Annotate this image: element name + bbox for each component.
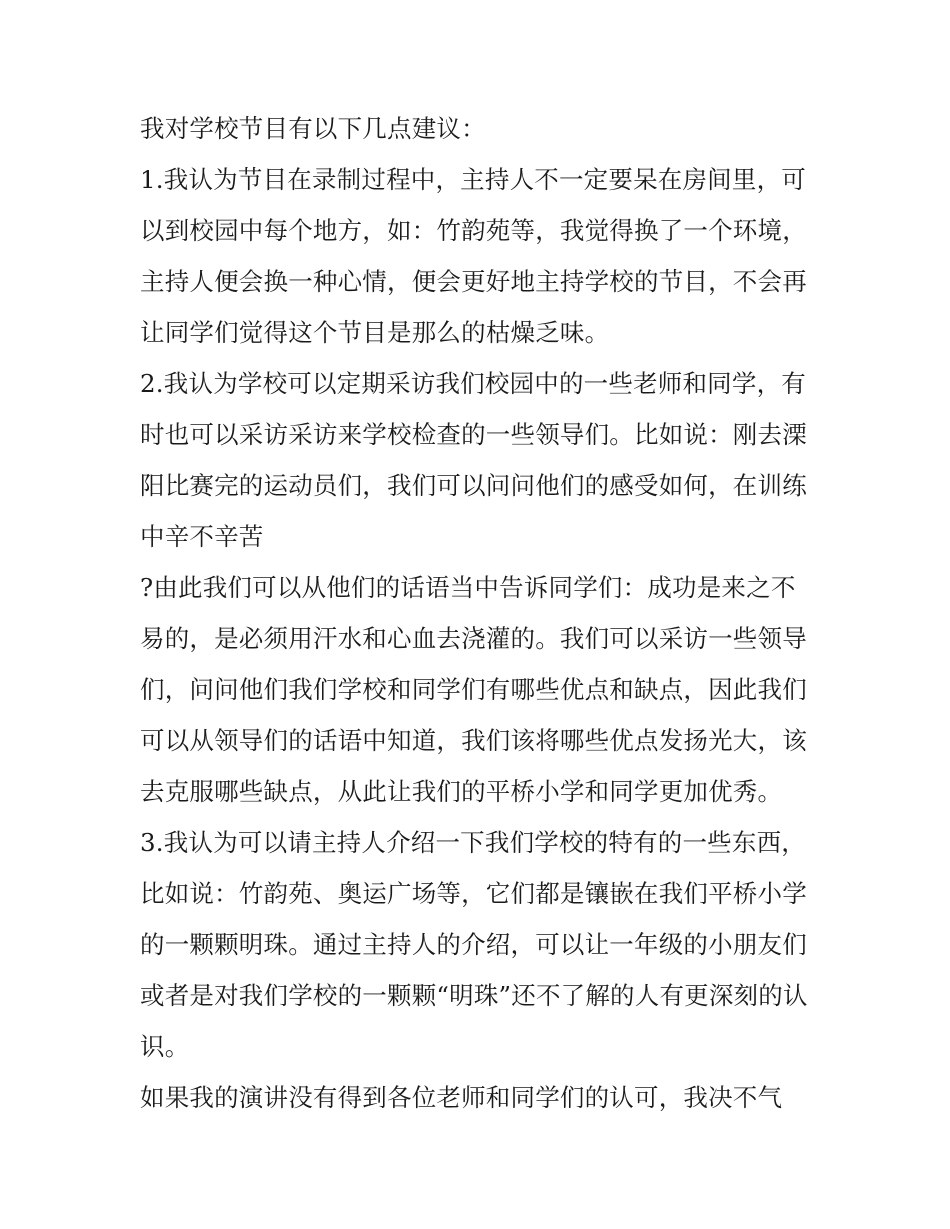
text-line: 的一颗颗明珠。通过主持人的介绍，可以让一年级的小朋友们 [140, 930, 807, 959]
closing-paragraph [140, 1072, 820, 1123]
text-line: 识。 [140, 1032, 190, 1061]
text-line: 去克服哪些缺点，从此让我们的平桥小学和同学更加优秀。 [140, 777, 783, 806]
text-line: 3.我认为可以请主持人介绍一下我们学校的特有的一些东西， [140, 828, 806, 857]
text-line: 让同学们觉得这个节目是那么的枯燥乏味。 [140, 318, 610, 347]
intro-paragraph [140, 103, 820, 154]
text-line: 中辛不辛苦 [140, 522, 264, 551]
text-line: 或者是对我们学校的一颗颗“明珠”还不了解的人有更深刻的认 [140, 981, 808, 1010]
text-line: 时也可以采访采访来学校检查的一些领导们。比如说：刚去溧 [140, 420, 807, 449]
suggestion-1-paragraph [140, 154, 820, 358]
text-line: 们，问问他们我们学校和同学们有哪些优点和缺点，因此我们 [140, 675, 807, 704]
suggestion-2-paragraph [140, 358, 820, 562]
suggestion-3-paragraph [140, 817, 820, 1072]
document-body [140, 103, 820, 1123]
text-line: ?由此我们可以从他们的话语当中告诉同学们：成功是来之不 [140, 573, 796, 602]
text-line: 阳比赛完的运动员们，我们可以问问他们的感受如何，在训练 [140, 471, 807, 500]
text-line: 以到校园中每个地方，如：竹韵苑等，我觉得换了一个环境， [140, 216, 807, 245]
text-line: 如果我的演讲没有得到各位老师和同学们的认可，我决不气 [140, 1083, 783, 1112]
text-line: 易的，是必须用汗水和心血去浇灌的。我们可以采访一些领导 [140, 624, 807, 653]
text-line: 我对学校节目有以下几点建议： [140, 114, 486, 143]
text-line: 2.我认为学校可以定期采访我们校园中的一些老师和同学，有 [140, 369, 806, 398]
text-line: 1.我认为节目在录制过程中，主持人不一定要呆在房间里，可 [140, 165, 806, 194]
text-line: 可以从领导们的话语中知道，我们该将哪些优点发扬光大，该 [140, 726, 807, 755]
suggestion-2-continued-paragraph [140, 562, 820, 817]
text-line: 比如说：竹韵苑、奥运广场等，它们都是镶嵌在我们平桥小学 [140, 879, 807, 908]
text-line: 主持人便会换一种心情，便会更好地主持学校的节目，不会再 [140, 267, 807, 296]
